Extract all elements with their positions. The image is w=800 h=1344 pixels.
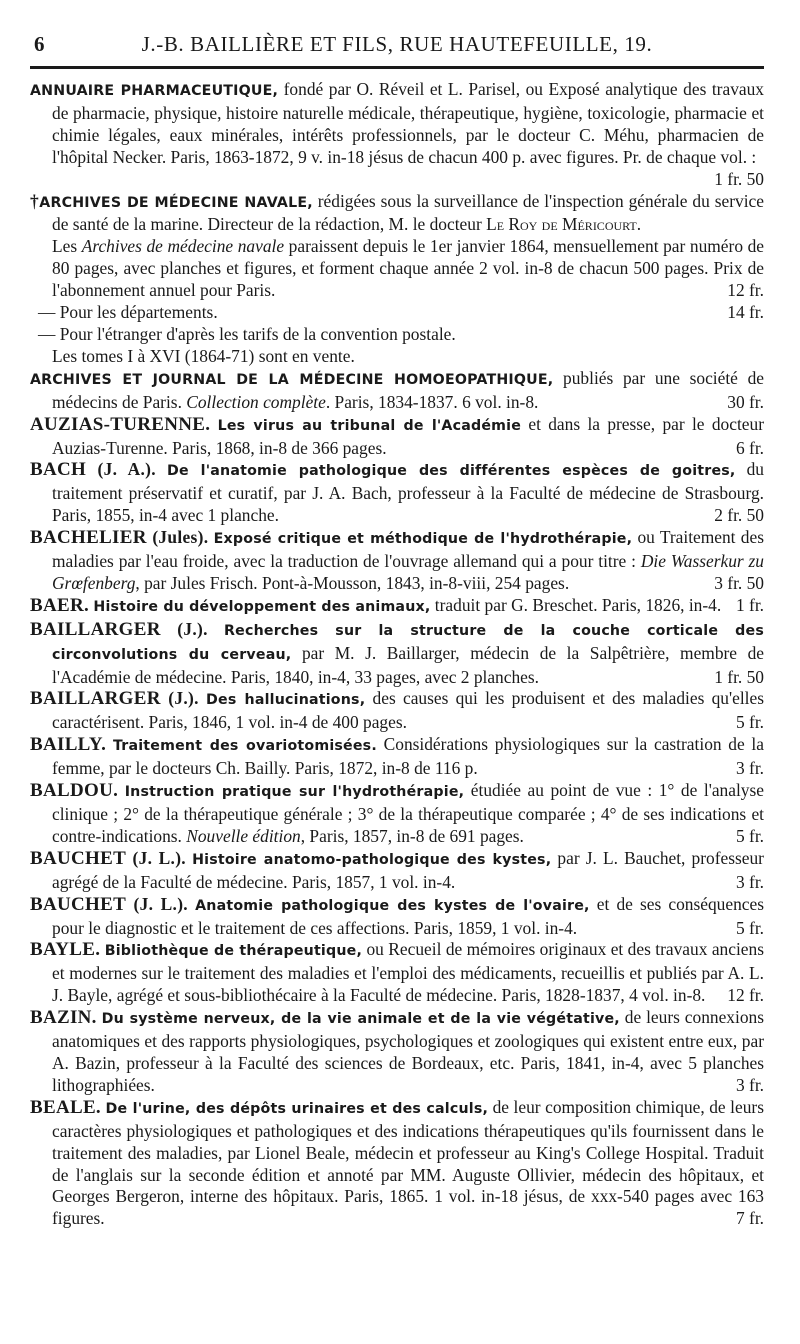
entry-text: ou Recueil de mémoires originaux et des travaux anciens et modernes sur le traitement des maladies et l'emploi des médicaments, recueillis et publiés par A. L. J. Bayle, agrégé et sous-bibliothécaire à la Faculté de médecine. Paris, 1828-1837, 4 vol. in-8. xyxy=(52,939,764,1006)
entry-text: par M. J. Baillarger, médecin de la Salpêtrière, membre de l'Académie de médecine. Paris, 1840, in-4, 33 pages, avec 2 planches. xyxy=(52,642,765,687)
entry-author: BEALE. xyxy=(30,1096,101,1118)
catalog-entry xyxy=(30,368,764,414)
entry-text: traduit par G. Breschet. Paris, 1826, in-4. xyxy=(430,594,722,615)
entry-text-smallcaps: Le Roy de Méricourt. xyxy=(486,214,642,235)
entry-text: . Paris, 1834-1837. 6 vol. in-8. xyxy=(325,391,539,412)
entry-text: , Paris, 1857, in-8 de 691 pages. xyxy=(300,825,524,846)
entry-title: Anatomie pathologique des kystes de l'ovaire, xyxy=(195,897,590,914)
entry-author: BAZIN. xyxy=(30,1007,97,1029)
entry-price: 1 fr. 50 xyxy=(714,666,764,687)
entry-text: ou Traitement des maladies par l'eau froide, avec la traduction de l'ouvrage allemand qui a pour titre : xyxy=(52,527,764,572)
entry-title: De l'urine, des dépôts urinaires et des calculs, xyxy=(105,1100,489,1117)
entry-author-initials: (J.). xyxy=(160,618,208,639)
entry-price: 30 fr. xyxy=(727,391,764,412)
entry-text: Considérations physiologiques sur la castration de la femme, par le docteurs Ch. Bailly. Paris, 1872, in-8 de 116 p. xyxy=(52,734,764,779)
entry-price: 5 fr. xyxy=(735,917,764,938)
entry-author: AUZIAS-TURENNE. xyxy=(30,413,211,435)
entry-title: Histoire anatomo-pathologique des kystes, xyxy=(192,851,552,868)
entry-author: BAUCHET xyxy=(30,847,127,869)
entry-title: Histoire du développement des animaux, xyxy=(93,598,431,615)
entry-text: , par Jules Frisch. Pont-à-Mousson, 1843, in-8-viii, 254 pages. xyxy=(135,572,570,593)
entry-text: par J. L. Bauchet, professeur agrégé de la Faculté de médecine. Paris, 1857, 1 vol. in-4. xyxy=(52,847,764,892)
entry-title: ARCHIVES ET JOURNAL DE LA MÉDECINE HOMOEOPATHIQUE, xyxy=(30,371,554,388)
entry-price: 1 fr. xyxy=(735,594,764,615)
entry-text: des causes qui les produisent et des maladies qu'elles caractérisent. Paris, 1846, 1 vol. in-4 de 400 pages. xyxy=(52,688,764,733)
entry-author: BAYLE. xyxy=(30,939,101,961)
entry-title: Bibliothèque de thérapeutique, xyxy=(104,943,363,960)
entry-text: étudiée au point de vue : 1° de l'analyse clinique ; 2° de la thérapeutique générale ; 3° de la thérapeutique comparée ; 4° de ses indications et contre-indications. xyxy=(52,780,764,846)
entry-author-initials: (J. L.). xyxy=(126,847,186,868)
entry-price: 5 fr. xyxy=(735,712,764,733)
entry-author: BACHELIER xyxy=(30,527,147,549)
entry-price: 2 fr. 50 xyxy=(714,505,764,526)
entry-price: 12 fr. xyxy=(727,985,764,1006)
header-rule xyxy=(30,66,764,69)
entry-title: De l'anatomie pathologique des différentes espèces de goitres, xyxy=(167,463,736,480)
entry-title: Exposé critique et méthodique de l'hydrothérapie, xyxy=(213,531,633,548)
catalog-entry xyxy=(30,848,764,894)
entry-author-initials: (Jules). xyxy=(146,527,209,548)
entry-italic: Collection complète xyxy=(186,391,326,412)
page-number: 6 xyxy=(34,32,45,56)
catalog-entry xyxy=(30,939,764,1007)
dagger-mark: † xyxy=(30,190,40,211)
entry-title: Instruction pratique sur l'hydrothérapie, xyxy=(124,784,465,801)
entry-text: et dans la presse, par le docteur Auzias-Turenne. Paris, 1868, in-8 de 366 pages. xyxy=(52,413,764,458)
entry-price: 7 fr. xyxy=(735,1208,764,1229)
entry-title: Des hallucinations, xyxy=(206,692,366,709)
entry-price: 5 fr. xyxy=(735,825,764,846)
entry-price: 3 fr. xyxy=(735,758,764,779)
entry-price: 12 fr. xyxy=(727,280,764,301)
catalog-entry xyxy=(30,780,764,848)
entry-author: BAILLARGER xyxy=(30,688,161,710)
entry-title: Traitement des ovariotomisées. xyxy=(112,738,377,755)
entry-text: Les xyxy=(52,236,82,257)
entry-price: 3 fr. xyxy=(735,871,764,892)
catalog-entry xyxy=(30,688,764,734)
entry-text: fondé par O. Réveil et L. Parisel, ou Exposé analytique des travaux de pharmacie, physique, histoire naturelle médicale, thérapeutique, hygiène, toxicologie, pharmacie et chimie légales, eaux minérales, intérêts professionnels, par le docteur C. Méhu, pharmacien de l'hôpital Necker. Paris, 1863-1872, 9 v. in-18 jésus de chacun 400 p. avec figures. Pr. de chaque vol. : xyxy=(52,79,764,167)
catalog-entry xyxy=(30,414,764,460)
catalog-entry xyxy=(30,734,764,780)
catalog-entry xyxy=(30,346,764,368)
entry-price: 14 fr. xyxy=(727,302,764,323)
entry-title: Les virus au tribunal de l'Académie xyxy=(217,417,522,434)
entry-title: Du système nerveux, de la vie animale et de la vie végétative, xyxy=(101,1011,620,1028)
entry-text: du traitement préservatif et curatif, par J. A. Bach, professeur à la Faculté de médecine de Strasbourg. Paris, 1855, in-4 avec 1 planche. xyxy=(52,459,764,526)
entry-italic: Die Wasserkur zu Grœfenberg xyxy=(52,551,764,593)
running-head: J.-B. BAILLIÈRE ET FILS, RUE HAUTEFEUILLE, 19. xyxy=(141,32,653,56)
entry-author-initials: (J.). xyxy=(160,688,199,709)
entry-price: 3 fr. 50 xyxy=(714,572,764,593)
entry-italic: Nouvelle édition xyxy=(186,825,301,846)
entry-text: de leur composition chimique, de leurs caractères physiologiques et pathologiques et des indications thérapeutiques qu'ils fournissent dans le traitement des maladies, par Lionel Beale, médecin et professeur au King's College Hospital. Traduit de l'anglais sur la seconde édition et annoté par MM. Auguste Ollivier, médecin des hôpitaux, et Georges Bergeron, interne des hôpitaux. Paris, 1865. 1 vol. in-18 jésus, de xxx-540 pages avec 163 figures. xyxy=(52,1096,764,1229)
entry-price: 6 fr. xyxy=(735,437,764,458)
entry-italic: Archives de médecine navale xyxy=(81,236,285,257)
entry-text: rédigées sous la surveillance de l'inspection générale du service de santé de la marine. Directeur de la rédaction, M. le docteur xyxy=(52,190,764,235)
catalog-entry xyxy=(30,79,764,191)
entry-author-initials: (J. A.). xyxy=(86,459,156,480)
catalog-entries xyxy=(30,79,764,1230)
catalog-entry xyxy=(30,302,764,324)
entry-author: BACH xyxy=(30,459,87,481)
catalog-entry xyxy=(30,324,764,346)
entry-title: ARCHIVES DE MÉDECINE NAVALE, xyxy=(39,194,313,211)
entry-text: publiés par une société de médecins de Paris. xyxy=(52,367,764,412)
page-header xyxy=(30,30,764,64)
entry-author: BALDOU. xyxy=(30,780,119,802)
entry-author: BAILLARGER xyxy=(30,618,161,640)
entry-price: 1 fr. 50 xyxy=(714,168,764,189)
entry-title: ANNUAIRE PHARMACEUTIQUE, xyxy=(30,83,279,99)
catalog-entry xyxy=(30,1097,764,1230)
entry-text: Les tomes I à XVI (1864-71) sont en vente. xyxy=(52,345,355,366)
catalog-entry xyxy=(30,894,764,940)
catalog-entry xyxy=(30,1007,764,1097)
entry-text: — Pour l'étranger d'après les tarifs de la convention postale. xyxy=(38,323,456,344)
catalog-entry xyxy=(30,191,764,237)
entry-author: BAER. xyxy=(30,594,90,616)
catalog-entry xyxy=(30,619,764,689)
entry-text: de leurs connexions anatomiques et des rapports physiologiques, psychologiques et zoologiques qui existent entre eux, par A. Bazin, professeur à la Faculté des sciences de Bordeaux, etc. Paris, 1841, in-4, avec 5 planches lithographiées. xyxy=(52,1007,764,1095)
catalog-entry xyxy=(30,595,764,619)
entry-title: Recherches sur la structure de la couche corticale des circonvolutions du cerveau, xyxy=(52,622,764,663)
catalog-entry xyxy=(30,459,764,527)
catalog-entry xyxy=(30,527,764,595)
entry-text: — Pour les départements. xyxy=(38,302,218,323)
entry-author: BAILLY. xyxy=(30,734,107,756)
entry-text: et de ses conséquences pour le diagnostic et le traitement de ces affections. Paris, 1859, 1 vol. in-4. xyxy=(52,893,765,938)
entry-author-initials: (J. L.). xyxy=(126,893,188,914)
entry-author: BAUCHET xyxy=(30,893,127,915)
catalog-entry xyxy=(30,236,764,302)
entry-text: paraissent depuis le 1er janvier 1864, mensuellement par numéro de 80 pages, avec planches et figures, et forment chaque année 2 vol. in-8 de chacun 500 pages. Prix de l'abonnement annuel pour Paris. xyxy=(52,236,765,301)
entry-price: 3 fr. xyxy=(735,1074,764,1095)
